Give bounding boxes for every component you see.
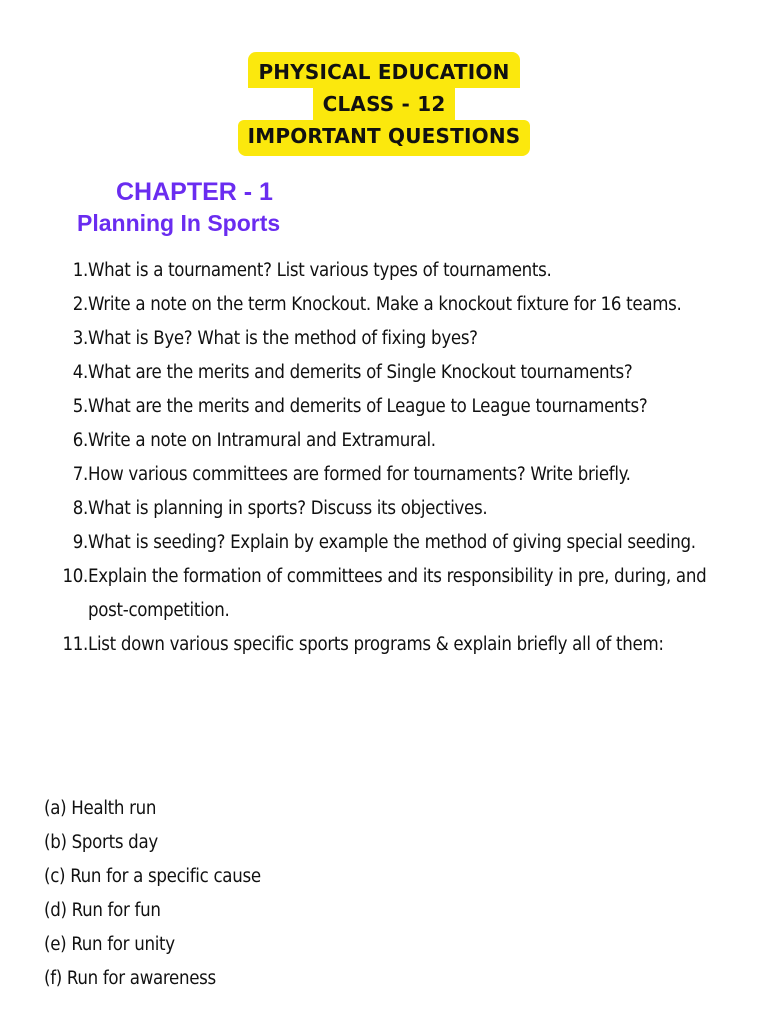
question-text: Explain the formation of committees and its responsibility in pre, during, and post-competition. [88, 566, 707, 621]
header-line-class: CLASS - 12 [313, 88, 456, 120]
sub-item-list [44, 792, 261, 996]
question-text: Write a note on Intramural and Extramural. [88, 430, 436, 451]
question-text: What is seeding? Explain by example the method of giving special seeding. [88, 532, 696, 553]
question-item [40, 560, 740, 628]
question-list [40, 254, 740, 662]
question-number: 4. [72, 362, 88, 383]
question-text: What are the merits and demerits of Single Knockout tournaments? [88, 362, 633, 383]
sub-item: (f) Run for awareness [44, 968, 216, 989]
question-text: What is a tournament? List various types of tournaments. [88, 260, 552, 281]
header-line-topic: IMPORTANT QUESTIONS [238, 120, 531, 156]
question-item [40, 458, 740, 492]
question-text: Write a note on the term Knockout. Make a knockout fixture for 16 teams. [88, 294, 682, 315]
question-item [40, 628, 740, 662]
sub-item: (b) Sports day [44, 832, 158, 853]
question-text: What is Bye? What is the method of fixing byes? [88, 328, 478, 349]
question-item [40, 322, 740, 356]
question-item [40, 390, 740, 424]
question-text: List down various specific sports programs & explain briefly all of them: [88, 634, 664, 655]
header-line-subject: PHYSICAL EDUCATION [248, 52, 519, 88]
question-item [40, 526, 740, 560]
question-item [40, 254, 740, 288]
sub-item: (e) Run for unity [44, 934, 175, 955]
question-number: 11. [62, 634, 88, 655]
question-number: 6. [72, 430, 88, 451]
question-number: 8. [72, 498, 88, 519]
question-number: 9. [72, 532, 88, 553]
question-number: 2. [72, 294, 88, 315]
question-item [40, 288, 740, 322]
question-text: What are the merits and demerits of League to League tournaments? [88, 396, 648, 417]
sub-item: (d) Run for fun [44, 900, 161, 921]
question-item [40, 492, 740, 526]
question-item [40, 424, 740, 458]
sub-item: (c) Run for a specific cause [44, 866, 261, 887]
question-item [40, 356, 740, 390]
question-number: 10. [62, 566, 88, 587]
chapter-title: CHAPTER - 1 [116, 178, 273, 206]
chapter-subtitle: Planning In Sports [77, 210, 281, 236]
question-text: How various committees are formed for tournaments? Write briefly. [88, 464, 631, 485]
question-number: 3. [72, 328, 88, 349]
sub-item: (a) Health run [44, 798, 157, 819]
header-banner [0, 52, 768, 156]
question-number: 5. [72, 396, 88, 417]
question-number: 1. [72, 260, 88, 281]
question-number: 7. [72, 464, 88, 485]
question-text: What is planning in sports? Discuss its objectives. [88, 498, 488, 519]
